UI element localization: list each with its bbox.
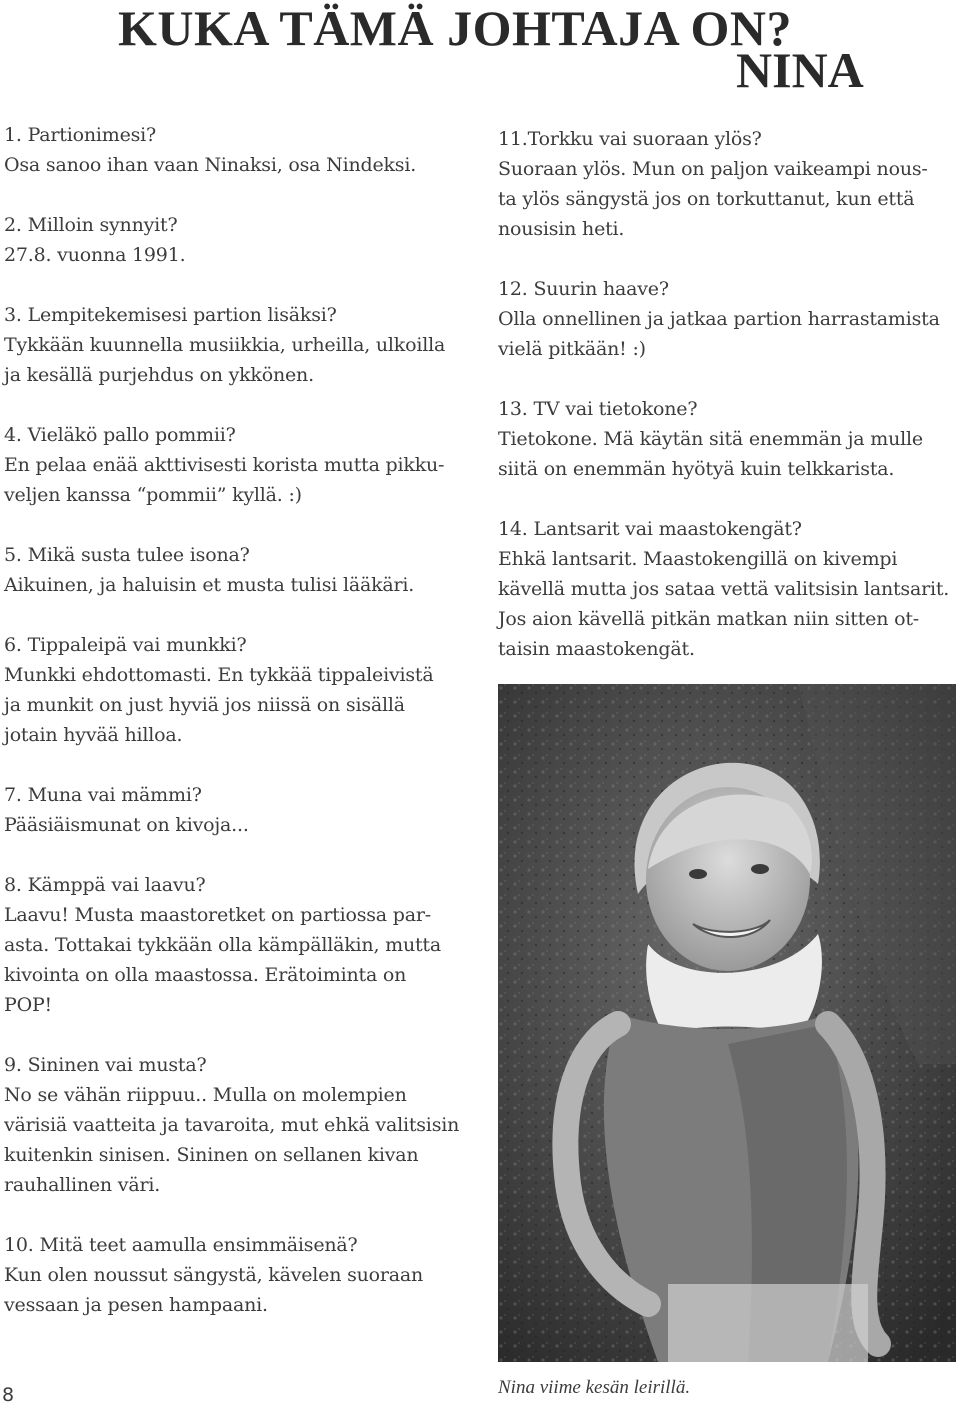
answer-line: ja munkit on just hyviä jos niissä on sisällä	[4, 694, 405, 716]
qa-item	[4, 630, 464, 750]
qa-item	[498, 274, 958, 364]
qa-item	[4, 540, 464, 600]
answer-line: nousisin heti.	[498, 218, 625, 240]
answer-line: ta ylös sängystä jos on torkuttanut, kun että	[498, 188, 915, 210]
qa-item	[498, 124, 958, 244]
answer-line: taisin maastokengät.	[498, 638, 695, 660]
qa-item	[4, 210, 464, 270]
answer-line: Pääsiäismunat on kivoja...	[4, 814, 249, 836]
question: 11.Torkku vai suoraan ylös?	[498, 128, 762, 150]
answer-line: jotain hyvää hilloa.	[4, 724, 183, 746]
answer-line: Tietokone. Mä käytän sitä enemmän ja mulle	[498, 428, 923, 450]
right-column	[498, 124, 958, 694]
answer-line: kuitenkin sinisen. Sininen on sellanen kivan	[4, 1144, 419, 1166]
left-column	[4, 120, 464, 1350]
answer-line: asta. Tottakai tykkään olla kämpälläkin, mutta	[4, 934, 441, 956]
photo-illustration	[498, 684, 956, 1362]
answer-line: ja kesällä purjehdus on ykkönen.	[4, 364, 314, 386]
answer-line: Osa sanoo ihan vaan Ninaksi, osa Nindeksi.	[4, 154, 417, 176]
photo-caption: Nina viime kesän leirillä.	[498, 1377, 691, 1398]
answer-line: siitä on enemmän hyötyä kuin telkkarista.	[498, 458, 895, 480]
question: 8. Kämppä vai laavu?	[4, 874, 206, 896]
page-title: KUKA TÄMÄ JOHTAJA ON?	[118, 0, 792, 56]
qa-item	[4, 780, 464, 840]
answer-line: vielä pitkään! :)	[498, 338, 646, 360]
question: 10. Mitä teet aamulla ensimmäisenä?	[4, 1234, 358, 1256]
answer-line: 27.8. vuonna 1991.	[4, 244, 186, 266]
answer-line: Aikuinen, ja haluisin et musta tulisi lääkäri.	[4, 574, 415, 596]
answer-line: Kun olen noussut sängystä, kävelen suoraan	[4, 1264, 424, 1286]
question: 6. Tippaleipä vai munkki?	[4, 634, 247, 656]
qa-item	[498, 394, 958, 484]
question: 7. Muna vai mämmi?	[4, 784, 202, 806]
answer-line: värisiä vaatteita ja tavaroita, mut ehkä valitsisin	[4, 1114, 460, 1136]
answer-line: kivointa on olla maastossa. Erätoiminta on	[4, 964, 407, 986]
answer-line: Munkki ehdottomasti. En tykkää tippaleivistä	[4, 664, 434, 686]
answer-line: veljen kanssa “pommii” kyllä. :)	[4, 484, 302, 506]
question: 9. Sininen vai musta?	[4, 1054, 207, 1076]
question: 4. Vieläkö pallo pommii?	[4, 424, 236, 446]
qa-item	[4, 1050, 464, 1200]
question: 5. Mikä susta tulee isona?	[4, 544, 250, 566]
question: 12. Suurin haave?	[498, 278, 669, 300]
answer-line: Tykkään kuunnella musiikkia, urheilla, ulkoilla	[4, 334, 446, 356]
question: 13. TV vai tietokone?	[498, 398, 698, 420]
answer-line: Jos aion kävellä pitkän matkan niin sitten ot-	[498, 608, 919, 630]
page-number: 8	[2, 1384, 15, 1406]
leader-name: NINA	[736, 42, 864, 98]
answer-line: kävellä mutta jos sataa vettä valitsisin lantsarit.	[498, 578, 950, 600]
question: 2. Milloin synnyit?	[4, 214, 178, 236]
qa-item	[498, 514, 958, 664]
answer-line: rauhallinen väri.	[4, 1174, 161, 1196]
qa-item	[4, 120, 464, 180]
answer-line: Suoraan ylös. Mun on paljon vaikeampi nous-	[498, 158, 928, 180]
qa-item	[4, 420, 464, 510]
answer-line: En pelaa enää akttivisesti korista mutta pikku-	[4, 454, 445, 476]
qa-item	[4, 870, 464, 1020]
question: 1. Partionimesi?	[4, 124, 157, 146]
answer-line: Laavu! Musta maastoretket on partiossa par-	[4, 904, 431, 926]
answer-line: Olla onnellinen ja jatkaa partion harrastamista	[498, 308, 940, 330]
question: 3. Lempitekemisesi partion lisäksi?	[4, 304, 337, 326]
leader-photo	[498, 684, 956, 1362]
answer-line: Ehkä lantsarit. Maastokengillä on kivempi	[498, 548, 898, 570]
qa-item	[4, 1230, 464, 1320]
answer-line: vessaan ja pesen hampaani.	[4, 1294, 268, 1316]
answer-line: No se vähän riippuu.. Mulla on molempien	[4, 1084, 407, 1106]
question: 14. Lantsarit vai maastokengät?	[498, 518, 802, 540]
qa-item	[4, 300, 464, 390]
answer-line: POP!	[4, 994, 52, 1016]
